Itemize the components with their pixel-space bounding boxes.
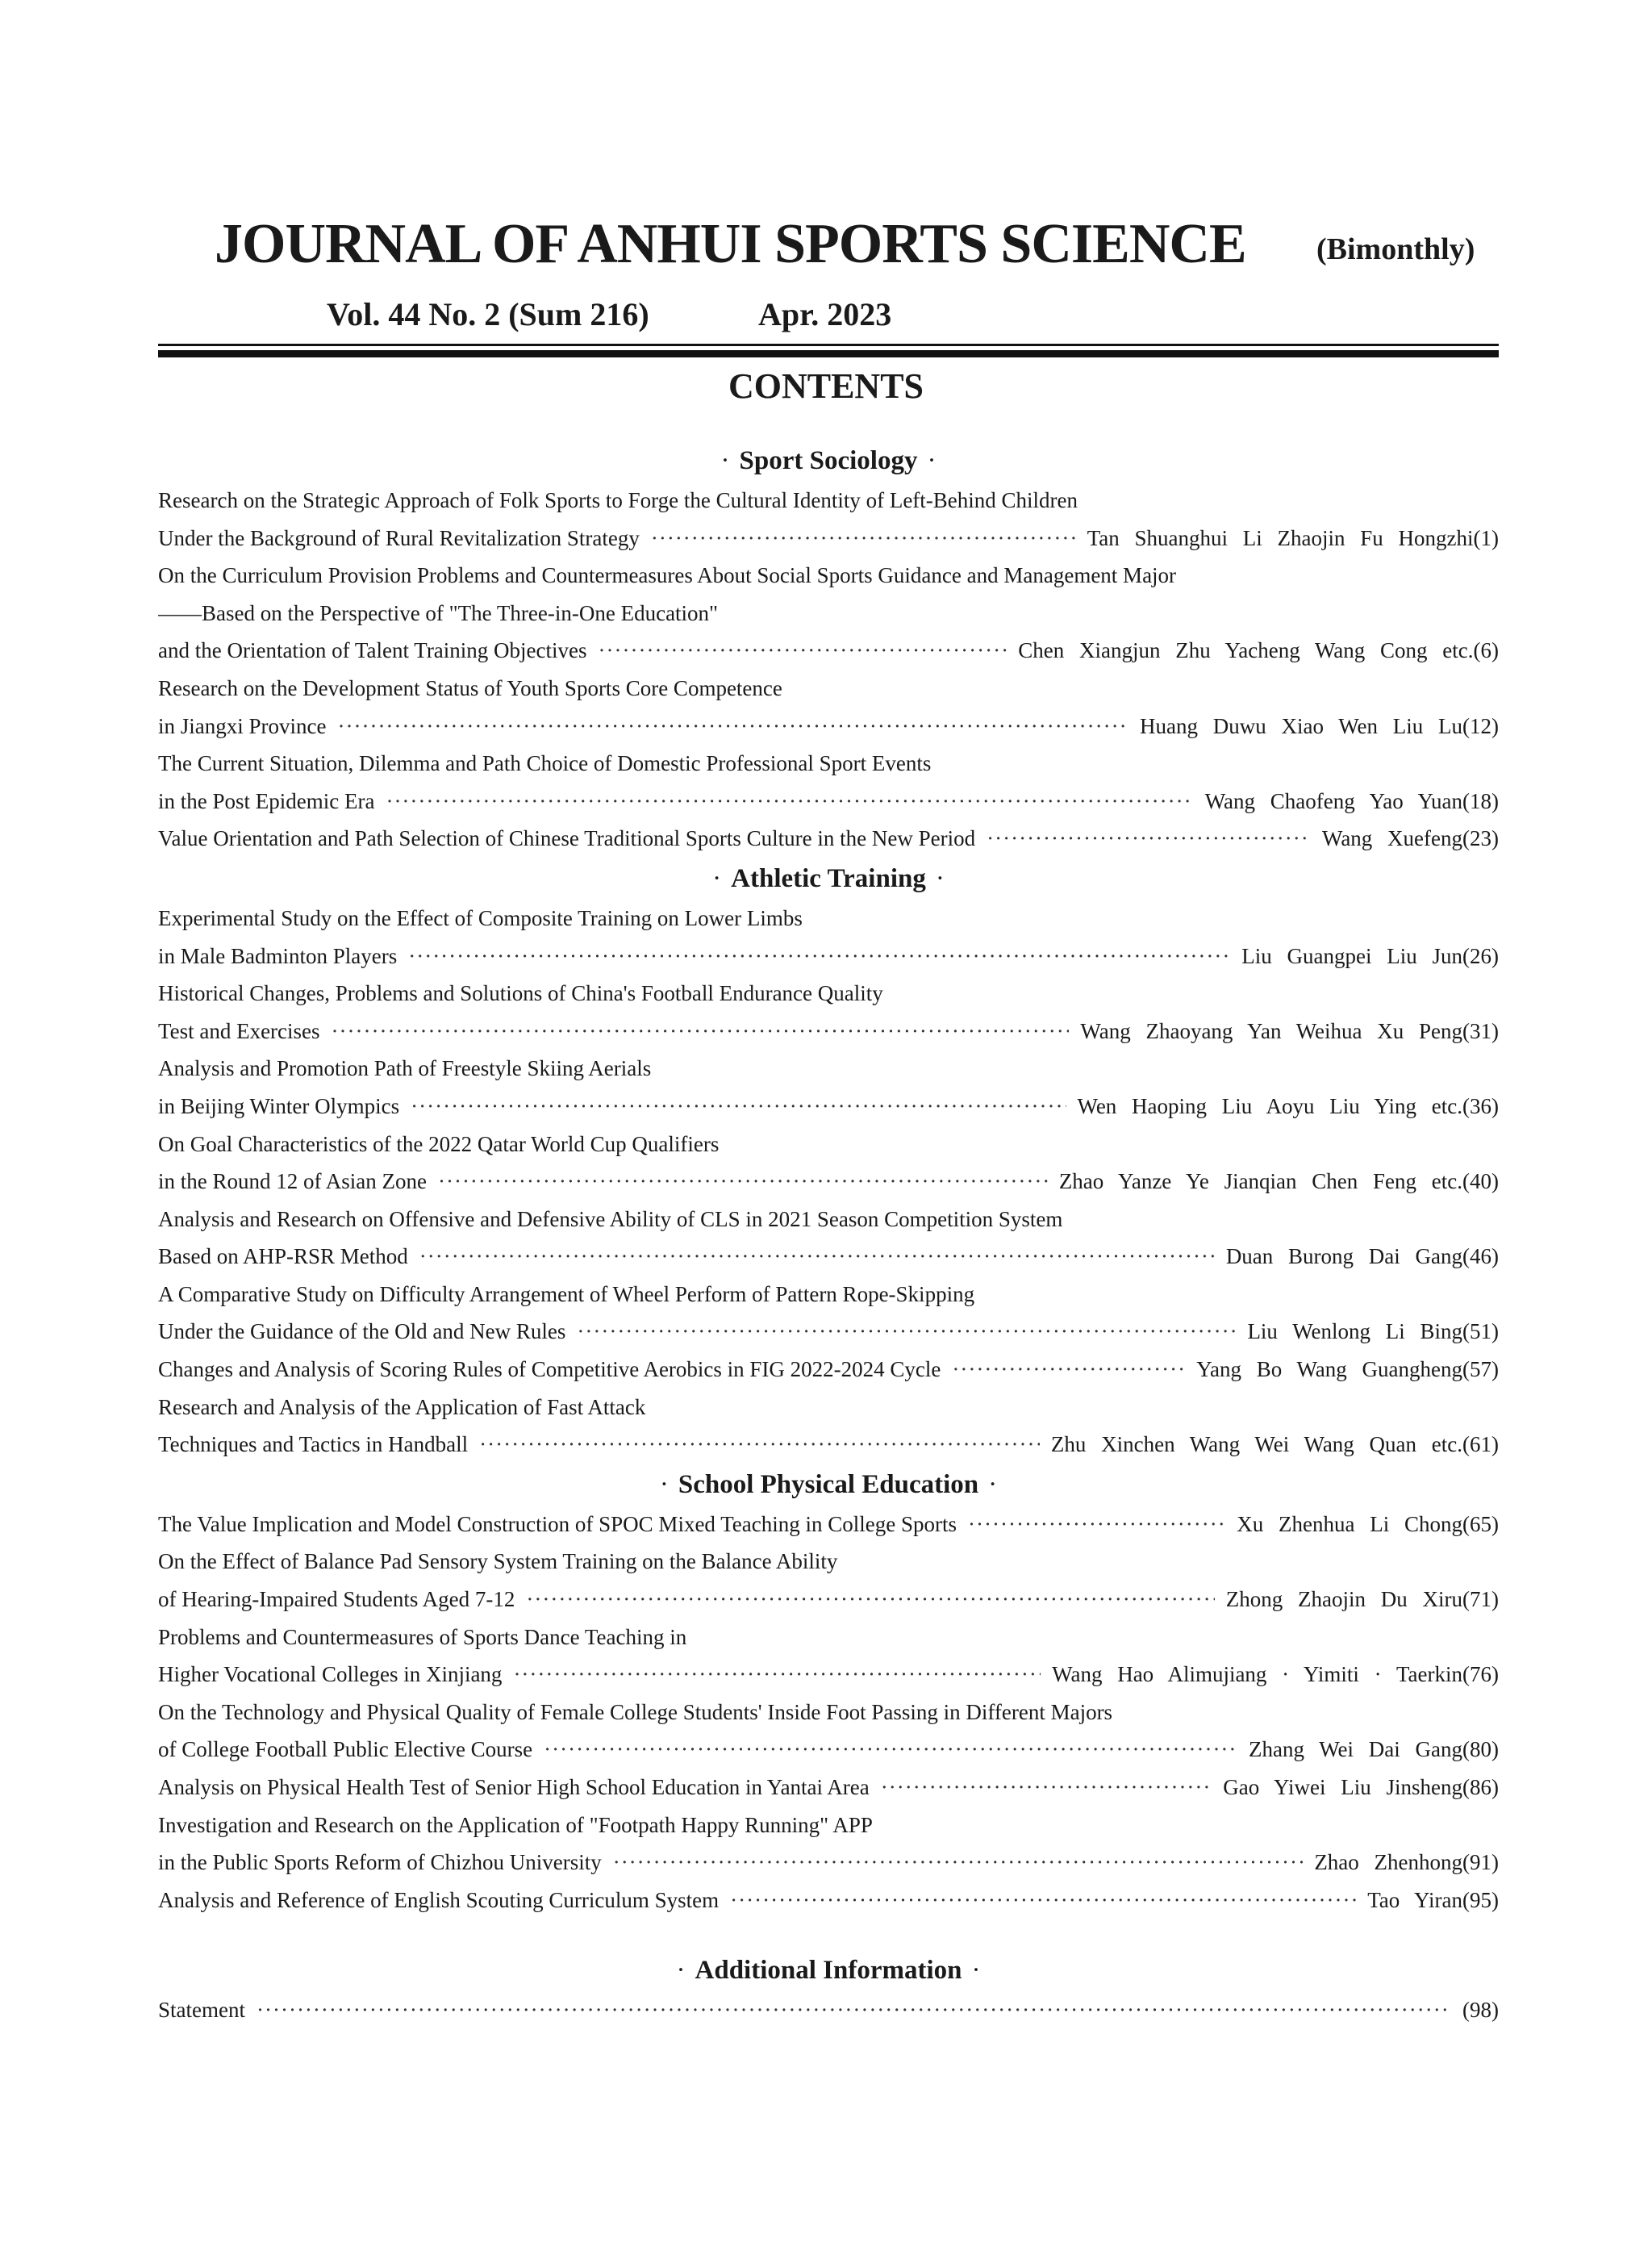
entry-final-line (158, 783, 1499, 821)
dot-leader (599, 632, 1007, 670)
dot-leader (651, 520, 1076, 558)
toc-entry[interactable] (158, 1543, 1499, 1618)
dot-leader (513, 1656, 1041, 1694)
entry-title-line: in Jiangxi Province (158, 713, 327, 738)
entry-title-line: Under the Guidance of the Old and New Rules (158, 1319, 566, 1344)
toc-entry[interactable] (158, 1769, 1499, 1807)
entry-final-line (158, 938, 1499, 975)
toc-entry[interactable] (158, 1807, 1499, 1882)
dot-leader (968, 1506, 1225, 1543)
contents-heading: CONTENTS (728, 366, 924, 406)
entry-page-number: (91) (1462, 1850, 1499, 1875)
entry-page-number: (18) (1462, 788, 1499, 813)
toc-entry[interactable] (158, 670, 1499, 745)
entry-page-number: (80) (1462, 1737, 1499, 1762)
entry-page-number: (86) (1462, 1775, 1499, 1799)
issue-volume: Vol. 44 No. 2 (Sum 216) (327, 296, 649, 332)
entry-page-number: (76) (1462, 1662, 1499, 1687)
entry-final-line (158, 1238, 1499, 1276)
entry-final-line (158, 632, 1499, 670)
entry-page-number: (98) (1462, 1998, 1499, 2023)
entry-authors: Liu Guangpei Liu Jun (1241, 943, 1463, 968)
entry-page-number: (51) (1462, 1319, 1499, 1344)
toc-entry[interactable] (158, 482, 1499, 557)
entry-title-line: On the Technology and Physical Quality of Female College Students' Inside Foot Passing in Different Majors (158, 1699, 1113, 1724)
toc-entry[interactable] (158, 1050, 1499, 1125)
entry-title-line: Value Orientation and Path Selection of Chinese Traditional Sports Culture in the New Period (158, 826, 976, 851)
entry-authors: Wang Hao Alimujiang · Yimiti · Taerkin (1052, 1662, 1463, 1687)
entry-page-number: (40) (1462, 1169, 1499, 1194)
toc-entry[interactable] (158, 745, 1499, 820)
entry-title-line: On the Curriculum Provision Problems and Countermeasures About Social Sports Guidance and Management Major (158, 563, 1177, 588)
toc-entry[interactable] (158, 1991, 1499, 2029)
entry-page-number: (1) (1473, 525, 1499, 550)
section-title: Athletic Training (731, 863, 926, 893)
entry-title-line: Research on the Development Status of Youth Sports Core Competence (158, 675, 782, 700)
entry-final-line (158, 1731, 1499, 1769)
entry-title-line: and the Orientation of Talent Training Objectives (158, 638, 587, 663)
toc-entry[interactable] (158, 1276, 1499, 1351)
table-of-contents (158, 440, 1499, 2029)
section-heading (158, 1949, 1499, 1991)
section-bullet: · (676, 1956, 686, 1986)
section-title: Additional Information (695, 1956, 962, 1986)
toc-entry[interactable] (158, 900, 1499, 975)
entry-page-number: (26) (1462, 943, 1499, 968)
dot-leader (881, 1769, 1212, 1807)
section-bullet: · (971, 1956, 981, 1986)
dot-leader (544, 1731, 1237, 1769)
entry-final-line (158, 1581, 1499, 1619)
journal-title: JOURNAL OF ANHUI SPORTS SCIENCE (215, 213, 1246, 275)
entry-title-line: Analysis on Physical Health Test of Senior High School Education in Yantai Area (158, 1775, 870, 1799)
section-heading (158, 440, 1499, 482)
dot-leader (419, 1238, 1215, 1276)
entry-title-line: Experimental Study on the Effect of Composite Training on Lower Limbs (158, 905, 803, 930)
entry-title-line: in Beijing Winter Olympics (158, 1093, 400, 1118)
dot-leader (577, 1313, 1236, 1351)
entry-final-line (158, 1313, 1499, 1351)
entry-title-line: Analysis and Promotion Path of Freestyle Skiing Aerials (158, 1056, 652, 1081)
entry-authors: Yang Bo Wang Guangheng (1196, 1357, 1463, 1382)
dot-leader (408, 938, 1230, 975)
dot-leader (438, 1163, 1048, 1201)
entry-authors: Duan Burong Dai Gang (1225, 1244, 1463, 1269)
entry-title-line: in Male Badminton Players (158, 943, 398, 968)
entry-page-number: (61) (1462, 1432, 1499, 1457)
entry-page-number: (12) (1462, 713, 1499, 738)
entry-final-line (158, 1882, 1499, 1919)
section-bullet: · (720, 446, 730, 475)
entry-final-line (158, 1163, 1499, 1201)
entry-final-line (158, 1844, 1499, 1882)
entry-authors: Zhao Yanze Ye Jianqian Chen Feng etc. (1058, 1169, 1463, 1194)
entry-title-line: Research on the Strategic Approach of Folk Sports to Forge the Cultural Identity of Left-Behind Children (158, 488, 1078, 512)
dot-leader (526, 1581, 1214, 1619)
entry-title-line: ——Based on the Perspective of "The Three-in-One Education" (158, 600, 719, 625)
entry-title-line: Under the Background of Rural Revitalization Strategy (158, 525, 640, 550)
entry-authors: Gao Yiwei Liu Jinsheng (1223, 1775, 1463, 1799)
dot-leader (332, 1013, 1070, 1050)
dot-leader (257, 1991, 1451, 2029)
entry-title-line: Test and Exercises (158, 1018, 320, 1043)
entry-authors: Huang Duwu Xiao Wen Liu Lu (1139, 713, 1463, 738)
section-bullet: · (659, 1469, 669, 1499)
dot-leader (479, 1426, 1040, 1464)
section-title: Sport Sociology (739, 446, 918, 475)
section-heading (158, 1464, 1499, 1506)
publication-frequency: (Bimonthly) (1316, 232, 1475, 266)
entry-final-line (158, 708, 1499, 746)
dot-leader (730, 1882, 1356, 1919)
entry-title-line: of College Football Public Elective Course (158, 1737, 533, 1762)
entry-page-number: (71) (1462, 1587, 1499, 1612)
entry-title-line: Investigation and Research on the Application of "Footpath Happy Running" APP (158, 1812, 873, 1837)
entry-final-line (158, 1656, 1499, 1694)
masthead (215, 208, 1505, 289)
toc-entry[interactable] (158, 975, 1499, 1050)
dot-leader (411, 1088, 1066, 1126)
section-heading (158, 858, 1499, 900)
entry-authors: Wang Xuefeng (1322, 826, 1463, 851)
entry-title-line: Research and Analysis of the Application of Fast Attack (158, 1394, 646, 1419)
entry-final-line (158, 1506, 1499, 1543)
dot-leader (952, 1351, 1185, 1389)
entry-authors: Zhu Xinchen Wang Wei Wang Quan etc. (1050, 1432, 1463, 1457)
entry-final-line (158, 1351, 1499, 1389)
entry-final-line (158, 1769, 1499, 1807)
dot-leader (613, 1844, 1304, 1882)
toc-entry[interactable] (158, 1619, 1499, 1694)
toc-entry[interactable] (158, 1506, 1499, 1543)
entry-authors: Chen Xiangjun Zhu Yacheng Wang Cong etc. (1018, 638, 1474, 663)
entry-title-line: On Goal Characteristics of the 2022 Qatar World Cup Qualifiers (158, 1131, 720, 1156)
entry-title-line: The Current Situation, Dilemma and Path Choice of Domestic Professional Sport Events (158, 751, 932, 776)
entry-authors: Liu Wenlong Li Bing (1247, 1319, 1463, 1344)
toc-entry[interactable] (158, 557, 1499, 670)
entry-page-number: (46) (1462, 1244, 1499, 1269)
entry-page-number: (23) (1462, 826, 1499, 851)
entry-page-number: (6) (1473, 638, 1499, 663)
dot-leader (337, 708, 1128, 746)
dot-leader (987, 820, 1311, 858)
entry-authors: Wang Chaofeng Yao Yuan (1204, 788, 1463, 813)
entry-final-line (158, 520, 1499, 558)
entry-page-number: (57) (1462, 1357, 1499, 1382)
entry-final-line (158, 1013, 1499, 1050)
toc-entry[interactable] (158, 1351, 1499, 1389)
entry-final-line (158, 820, 1499, 858)
entry-final-line (158, 1426, 1499, 1464)
entry-title-line: Analysis and Reference of English Scouting Curriculum System (158, 1887, 720, 1912)
entry-authors: Tao Yiran (1367, 1887, 1463, 1912)
entry-page-number: (31) (1462, 1018, 1499, 1043)
toc-entry[interactable] (158, 1126, 1499, 1201)
entry-authors: Zhong Zhaojin Du Xiru (1225, 1587, 1463, 1612)
entry-page-number: (36) (1462, 1093, 1499, 1118)
entry-title-line: in the Public Sports Reform of Chizhou University (158, 1850, 602, 1875)
entry-authors: Zhang Wei Dai Gang (1249, 1737, 1463, 1762)
header-rule-thin (158, 344, 1499, 346)
toc-entry[interactable] (158, 820, 1499, 858)
section-bullet: · (712, 863, 722, 893)
entry-title-line: Problems and Countermeasures of Sports Dance Teaching in (158, 1624, 687, 1649)
section-bullet: · (935, 863, 945, 893)
entry-authors: Tan Shuanghui Li Zhaojin Fu Hongzhi (1087, 525, 1474, 550)
toc-entry[interactable] (158, 1201, 1499, 1276)
entry-page-number: (65) (1462, 1511, 1499, 1536)
section-title: School Physical Education (678, 1469, 979, 1499)
section-bullet: · (988, 1469, 998, 1499)
entry-title-line: in the Post Epidemic Era (158, 788, 375, 813)
entry-title-line: Techniques and Tactics in Handball (158, 1432, 469, 1457)
entry-title-line: Changes and Analysis of Scoring Rules of Competitive Aerobics in FIG 2022-2024 Cycle (158, 1357, 941, 1382)
toc-entry[interactable] (158, 1882, 1499, 1919)
dot-leader (386, 783, 1193, 821)
entry-title-line: Statement (158, 1998, 245, 2023)
toc-entry[interactable] (158, 1694, 1499, 1769)
entry-title-line: of Hearing-Impaired Students Aged 7-12 (158, 1587, 515, 1612)
entry-title-line: in the Round 12 of Asian Zone (158, 1169, 427, 1194)
entry-title-line: Higher Vocational Colleges in Xinjiang (158, 1662, 503, 1687)
entry-page-number: (95) (1462, 1887, 1499, 1912)
entry-authors: Wang Zhaoyang Yan Weihua Xu Peng (1080, 1018, 1463, 1043)
entry-authors: Zhao Zhenhong (1314, 1850, 1463, 1875)
entry-authors: Xu Zhenhua Li Chong (1237, 1511, 1463, 1536)
issue-date: Apr. 2023 (758, 296, 892, 332)
entry-final-line (158, 1991, 1499, 2029)
toc-entry[interactable] (158, 1389, 1499, 1464)
entry-title-line: The Value Implication and Model Construction of SPOC Mixed Teaching in College Sports (158, 1511, 957, 1536)
section-bullet: · (927, 446, 937, 475)
entry-title-line: Historical Changes, Problems and Solutions of China's Football Endurance Quality (158, 981, 883, 1006)
entry-title-line: Based on AHP-RSR Method (158, 1244, 408, 1269)
entry-title-line: A Comparative Study on Difficulty Arrangement of Wheel Perform of Pattern Rope-Skipping (158, 1281, 975, 1306)
header-rule-thick (158, 350, 1499, 357)
entry-title-line: Analysis and Research on Offensive and Defensive Ability of CLS in 2021 Season Competition System (158, 1206, 1063, 1231)
entry-title-line: On the Effect of Balance Pad Sensory System Training on the Balance Ability (158, 1549, 838, 1574)
entry-authors: Wen Haoping Liu Aoyu Liu Ying etc. (1077, 1093, 1463, 1118)
entry-final-line (158, 1088, 1499, 1126)
